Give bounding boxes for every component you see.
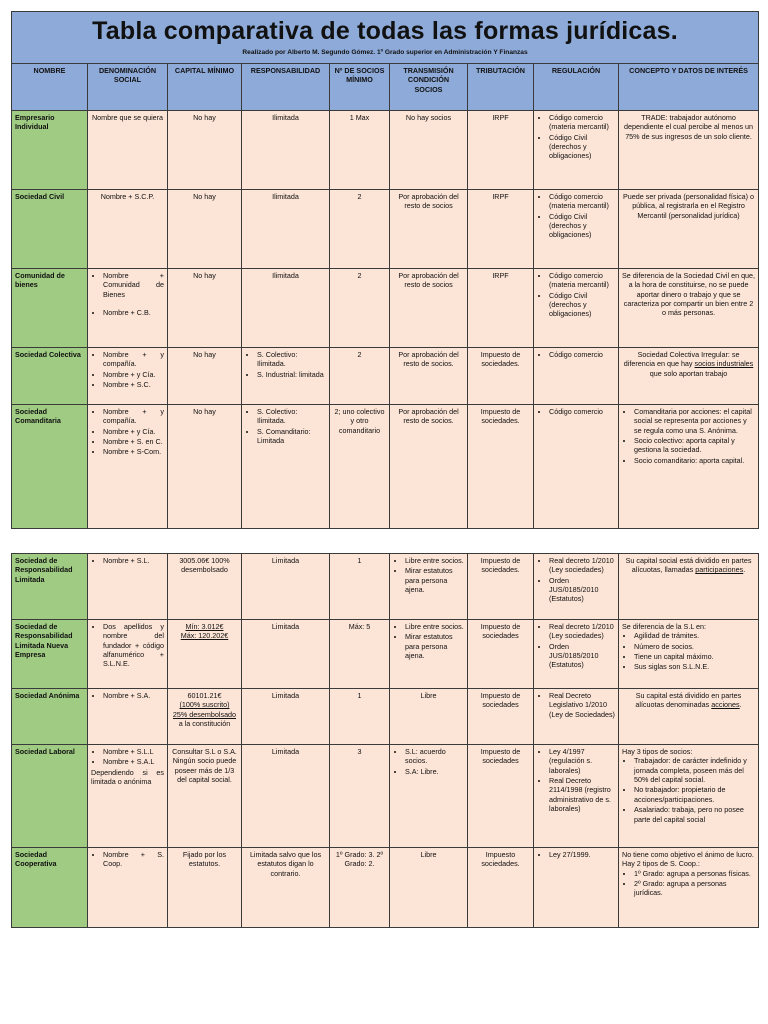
list-item: • Nombre + y compañía. — [103, 350, 164, 369]
cell-regulacion — [534, 620, 619, 689]
cell-responsabilidad: Limitada salvo que los estatutos digan lo contrario. — [242, 848, 330, 928]
cell-tributacion: IRPF — [468, 269, 534, 348]
list-item: • S. Industrial: limitada — [257, 370, 326, 379]
list-item: • Nombre + y compañía. — [103, 407, 164, 426]
bullet-list — [91, 691, 164, 700]
row-name: Sociedad Civil — [12, 190, 88, 269]
cell-tributacion: Impuesto de sociedades. — [468, 405, 534, 529]
cell-regulacion — [534, 111, 619, 190]
cell-responsabilidad: Limitada — [242, 689, 330, 745]
cell-tributacion: IRPF — [468, 111, 534, 190]
list-item: • Código Civil (derechos y obligaciones) — [549, 133, 615, 161]
header-concepto: CONCEPTO Y DATOS DE INTERÉS — [619, 64, 759, 111]
bullet-list — [537, 192, 615, 240]
cell-socios: 2; uno colectivo y otro comanditario — [330, 405, 390, 529]
concepto-text-b: . — [739, 700, 742, 710]
cell-denominacion — [88, 405, 168, 529]
bullet-list — [537, 556, 615, 604]
list-item: • Código comercio — [549, 407, 615, 416]
cell-denominacion — [88, 848, 168, 928]
list-item: • Nombre + S.L.L — [103, 747, 164, 756]
list-item: • Ley 4/1997 (regulación s. laborales) — [549, 747, 615, 775]
concepto-intro: Se diferencia de la S.L en: — [622, 622, 707, 631]
bullet-list — [393, 747, 464, 776]
concepto-intro-2: Hay 2 tipos de S. Coop.: — [622, 859, 700, 869]
header-denominacion: DENOMINACIÓN SOCIAL — [88, 64, 168, 111]
cell-capital: No hay — [168, 405, 242, 529]
list-item: • Orden JUS/0185/2010 (Estatutos) — [549, 576, 615, 604]
bullet-list — [91, 556, 164, 565]
cell-denominacion — [88, 269, 168, 348]
list-item: • Comanditaria por acciones: el capital social se representa por acciones y se regula como una S. Anónima. — [634, 407, 755, 435]
row-name: Comunidad de bienes — [12, 269, 88, 348]
cell-denominacion — [88, 745, 168, 848]
bullet-list — [91, 350, 164, 389]
page-subtitle: Realizado por Alberto M. Segundo Gómez. 1º Grado superior en Administración Y Finanzas — [242, 48, 528, 56]
list-item: • Nombre + S.C. — [103, 380, 164, 389]
list-item: • Socio comanditario: aporta capital. — [634, 456, 755, 465]
cell-regulacion — [534, 689, 619, 745]
list-item: • Código Civil (derechos y obligaciones) — [549, 291, 615, 319]
bullet-list — [91, 747, 164, 767]
capital-desembolsado — [171, 710, 238, 719]
cell-transmision: No hay socios — [390, 111, 468, 190]
header-socios: Nº DE SOCIOS MÍNIMO — [330, 64, 390, 111]
list-item: • Sus siglas son S.L.N.E. — [634, 662, 755, 671]
capital-min-text: Mín: 3.012€ — [185, 622, 224, 631]
cell-capital: Fijado por los estatutos. — [168, 848, 242, 928]
cell-tributacion: Impuesto de sociedades — [468, 745, 534, 848]
list-item: • Real decreto 1/2010 (Ley sociedades) — [549, 622, 615, 641]
cell-tributacion: Impuesto de sociedades. — [468, 554, 534, 620]
bullet-list — [537, 350, 615, 359]
list-item: • Código comercio — [549, 350, 615, 359]
list-item: • Dos apellidos y nombre del fundador + código alfanumérico + S.L.N.E. — [103, 622, 164, 669]
list-item: • Nombre + y Cía. — [103, 427, 164, 436]
list-item: • No trabajador: propietario de acciones/participaciones. — [634, 785, 755, 804]
bullet-list — [245, 407, 326, 445]
cell-concepto — [619, 848, 759, 928]
cell-denominacion — [88, 348, 168, 405]
bullet-list — [622, 869, 755, 898]
list-item: • Trabajador: de carácter indefinido y jornada completa, poseen más del 50% del capital social. — [634, 756, 755, 784]
table-row — [12, 848, 759, 928]
table-row — [12, 405, 759, 529]
bullet-list — [91, 271, 164, 317]
concepto-intro: No tiene como objetivo el ánimo de lucro. — [622, 850, 754, 859]
bullet-list — [537, 850, 615, 859]
table-row — [12, 689, 759, 745]
cell-concepto — [619, 689, 759, 745]
cell-transmision — [390, 745, 468, 848]
cell-concepto: Puede ser privada (personalidad física) o pública, al registrarla en el Registro Mercantil (personalidad jurídica) — [619, 190, 759, 269]
list-item: • Libre entre socios. — [405, 622, 464, 631]
header-responsabilidad: RESPONSABILIDAD — [242, 64, 330, 111]
cell-socios: 1 — [330, 689, 390, 745]
list-item: • Mirar estatutos para persona ajena. — [405, 632, 464, 660]
capital-suscrito-text: (100% suscrito) — [179, 700, 230, 710]
list-item: • Nombre + S.A.L — [103, 757, 164, 766]
bullet-list — [537, 271, 615, 319]
cell-responsabilidad: Limitada — [242, 745, 330, 848]
cell-concepto — [619, 554, 759, 620]
cell-regulacion — [534, 405, 619, 529]
cell-capital: Consultar S.L o S.A. Ningún socio puede poseer más de 1/3 del capital social. — [168, 745, 242, 848]
capital-constitucion: a la constitución — [178, 719, 231, 729]
bullet-list — [622, 756, 755, 824]
page-title: Tabla comparativa de todas las formas jurídicas. — [92, 17, 678, 45]
cell-concepto — [619, 405, 759, 529]
bullet-list — [537, 113, 615, 161]
capital-max — [171, 631, 238, 640]
list-item: • Nombre + S-Com. — [103, 447, 164, 456]
cell-transmision — [390, 554, 468, 620]
row-name: Sociedad de Responsabilidad Limitada — [12, 554, 88, 620]
list-item: • Código comercio (materia mercantil) — [549, 192, 615, 211]
title-banner — [12, 12, 759, 64]
list-item: • Nombre + S. en C. — [103, 437, 164, 446]
cell-capital: No hay — [168, 190, 242, 269]
row-name: Sociedad Anónima — [12, 689, 88, 745]
cell-denominacion: Nombre que se quiera — [88, 111, 168, 190]
concepto-text-a: Su capital social está dividido en partes alícuotas, llamadas — [625, 556, 752, 575]
concepto-text-b: que solo aportan trabajo — [649, 368, 728, 378]
table-row — [12, 190, 759, 269]
table-row — [12, 745, 759, 848]
row-name: Sociedad Laboral — [12, 745, 88, 848]
cell-socios: 1 Max — [330, 111, 390, 190]
list-item: • S. Comanditario: Limitada — [257, 427, 326, 446]
cell-regulacion — [534, 190, 619, 269]
list-item: • Asalariado: trabaja, pero no posee parte del capital social — [634, 805, 755, 824]
cell-tributacion: Impuesto de sociedades — [468, 689, 534, 745]
list-item: • Agilidad de trámites. — [634, 631, 755, 640]
list-item: • 2º Grado: agrupa a personas jurídicas. — [634, 879, 755, 898]
cell-tributacion: Impuesto sociedades. — [468, 848, 534, 928]
cell-transmision — [390, 620, 468, 689]
denominacion-note: Dependiendo si es limitada o anónima — [91, 767, 164, 787]
table-row — [12, 554, 759, 620]
cell-transmision: Por aprobación del resto de socios — [390, 269, 468, 348]
bullet-list — [91, 850, 164, 869]
cell-capital — [168, 620, 242, 689]
bullet-list — [393, 622, 464, 660]
comparison-table-top — [11, 11, 759, 529]
row-name: Sociedad Comanditaria — [12, 405, 88, 529]
cell-socios: 2 — [330, 269, 390, 348]
cell-concepto — [619, 348, 759, 405]
list-item: • Nombre + S. Coop. — [103, 850, 164, 869]
table-row — [12, 111, 759, 190]
list-item: • Código Civil (derechos y obligaciones) — [549, 212, 615, 240]
concepto-intro: Hay 3 tipos de socios: — [622, 747, 693, 756]
cell-regulacion — [534, 269, 619, 348]
row-name: Sociedad Colectiva — [12, 348, 88, 405]
list-item: • Nombre + y Cía. — [103, 370, 164, 379]
list-item: • Real Decreto Legislativo 1/2010 (Ley de Sociedades) — [549, 691, 615, 719]
list-item: • Socio colectivo: aporta capital y gestiona la sociedad. — [634, 436, 755, 455]
header-nombre: NOMBRE — [12, 64, 88, 111]
list-item: • Nombre + S.A. — [103, 691, 164, 700]
cell-regulacion — [534, 745, 619, 848]
list-item: • S. Colectivo: Ilimitada. — [257, 407, 326, 426]
capital-suscrito — [171, 700, 238, 709]
list-item: • S. Colectivo: Ilimitada. — [257, 350, 326, 369]
concepto-text-b: . — [743, 565, 746, 575]
cell-tributacion: Impuesto de sociedades. — [468, 348, 534, 405]
cell-concepto: TRADE: trabajador autónomo dependiente el cual percibe al menos un 75% de sus ingresos de un solo cliente. — [619, 111, 759, 190]
cell-socios: 1 — [330, 554, 390, 620]
capital-amount: 60101.21€ — [187, 691, 222, 700]
cell-responsabilidad: Ilimitada — [242, 269, 330, 348]
table-row — [12, 620, 759, 689]
cell-transmision: Libre — [390, 848, 468, 928]
cell-responsabilidad: Limitada — [242, 620, 330, 689]
cell-regulacion — [534, 848, 619, 928]
header-tributacion: TRIBUTACIÓN — [468, 64, 534, 111]
bullet-list — [537, 407, 615, 416]
table-row — [12, 269, 759, 348]
bullet-list — [622, 407, 755, 465]
cell-concepto — [619, 745, 759, 848]
list-item: • S.L: acuerdo socios. — [405, 747, 464, 766]
cell-concepto: Se diferencia de la Sociedad Civil en que, a la hora de constituirse, no se puede aportar dinero o trabajo y que se caracteriza por compartir un bien entre 2 o más personas. — [619, 269, 759, 348]
cell-transmision: Libre — [390, 689, 468, 745]
list-item: • S.A: Libre. — [405, 767, 464, 776]
capital-max-text: Máx: 120.202€ — [180, 631, 229, 641]
cell-denominacion — [88, 689, 168, 745]
cell-responsabilidad — [242, 405, 330, 529]
list-item: • 1º Grado: agrupa a personas físicas. — [634, 869, 755, 878]
capital-desembolsado-text: 25% desembolsado — [172, 709, 237, 719]
list-item: • Número de socios. — [634, 642, 755, 651]
capital-min — [171, 622, 238, 631]
list-item: • Nombre + Comunidad de Bienes — [103, 271, 164, 299]
cell-responsabilidad: Ilimitada — [242, 190, 330, 269]
bullet-list — [91, 407, 164, 457]
cell-capital — [168, 689, 242, 745]
cell-transmision: Por aprobación del resto de socios. — [390, 405, 468, 529]
bullet-list — [537, 691, 615, 719]
concepto-text-a: Su capital está dividido en partes alícuotas denominadas — [635, 691, 742, 710]
cell-socios: 3 — [330, 745, 390, 848]
comparison-table-bottom — [11, 553, 759, 928]
list-item: • Mirar estatutos para persona ajena. — [405, 566, 464, 594]
concepto-underlined: socios industriales — [694, 359, 754, 369]
cell-denominacion — [88, 620, 168, 689]
list-item: • Código comercio (materia mercantil) — [549, 271, 615, 290]
cell-denominacion: Nombre + S.C.P. — [88, 190, 168, 269]
cell-capital: No hay — [168, 111, 242, 190]
row-name: Empresario Individual — [12, 111, 88, 190]
cell-capital: No hay — [168, 348, 242, 405]
concepto-underlined: acciones — [711, 700, 740, 710]
cell-socios: 2 — [330, 190, 390, 269]
bullet-list — [622, 631, 755, 671]
header-regulacion: REGULACIÓN — [534, 64, 619, 111]
list-item: • Libre entre socios. — [405, 556, 464, 565]
cell-transmision: Por aprobación del resto de socios — [390, 190, 468, 269]
bullet-list — [91, 622, 164, 669]
header-row — [12, 64, 759, 111]
cell-responsabilidad — [242, 348, 330, 405]
bullet-list — [245, 350, 326, 379]
cell-capital: 3005.06€ 100% desembolsado — [168, 554, 242, 620]
header-transmision: TRANSMISIÓN CONDICIÓN SOCIOS — [390, 64, 468, 111]
cell-responsabilidad: Limitada — [242, 554, 330, 620]
list-item: • Tiene un capital máximo. — [634, 652, 755, 661]
cell-socios: Máx: 5 — [330, 620, 390, 689]
cell-socios: 1º Grado: 3. 2º Grado: 2. — [330, 848, 390, 928]
cell-capital: No hay — [168, 269, 242, 348]
list-item: • Real decreto 1/2010 (Ley sociedades) — [549, 556, 615, 575]
cell-tributacion: IRPF — [468, 190, 534, 269]
cell-regulacion — [534, 348, 619, 405]
cell-tributacion: Impuesto de sociedades — [468, 620, 534, 689]
bullet-list — [537, 622, 615, 670]
concepto-text-a: Sociedad Colectiva Irregular: se diferencia en que hay — [623, 350, 740, 369]
list-item: • Nombre + C.B. — [103, 308, 164, 317]
cell-concepto — [619, 620, 759, 689]
cell-regulacion — [534, 554, 619, 620]
list-item: • Orden JUS/0185/2010 (Estatutos) — [549, 642, 615, 670]
header-capital: CAPITAL MÍNIMO — [168, 64, 242, 111]
concepto-underlined: participaciones — [695, 565, 744, 575]
bullet-list — [393, 556, 464, 594]
list-item: • Ley 27/1999. — [549, 850, 615, 859]
cell-transmision: Por aprobación del resto de socios. — [390, 348, 468, 405]
table-row — [12, 348, 759, 405]
cell-socios: 2 — [330, 348, 390, 405]
row-name: Sociedad de Responsabilidad Limitada Nueva Empresa — [12, 620, 88, 689]
list-item: • Nombre + S.L. — [103, 556, 164, 565]
cell-responsabilidad: Ilimitada — [242, 111, 330, 190]
bullet-list — [537, 747, 615, 814]
list-item: • Código comercio (materia mercantil) — [549, 113, 615, 132]
cell-denominacion — [88, 554, 168, 620]
row-name: Sociedad Cooperativa — [12, 848, 88, 928]
list-item: • Real Decreto 2114/1998 (registro administrativo de s. laborales) — [549, 776, 615, 813]
